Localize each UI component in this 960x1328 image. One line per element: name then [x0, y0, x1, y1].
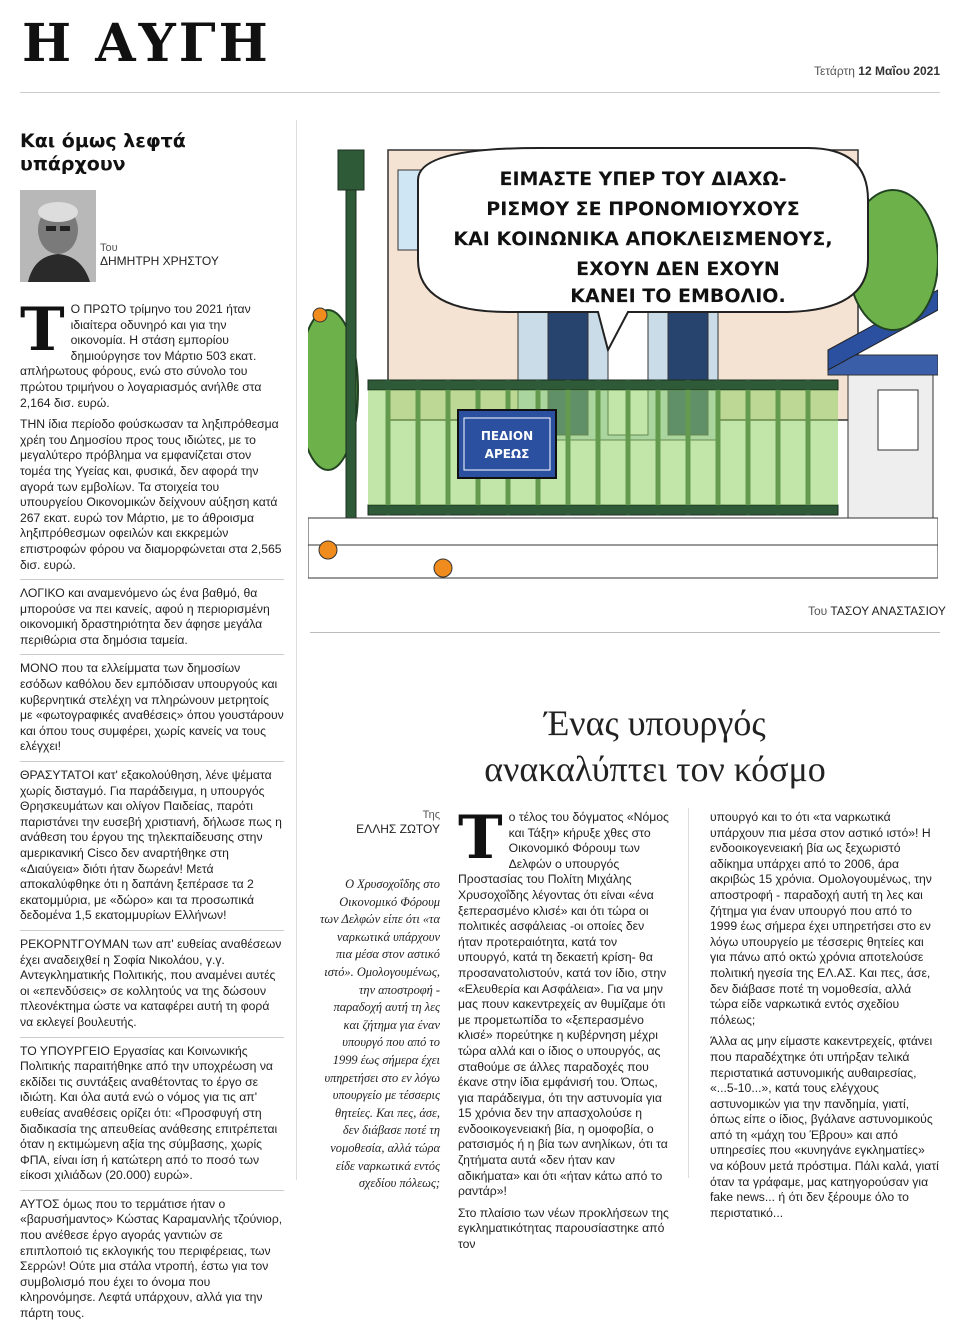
paragraph-divider [20, 1190, 284, 1191]
article-paragraph: Άλλα ας μην είμαστε κακεντρεχείς, φτάνει που παραδέχτηκε ότι υπήρξαν τελικά περιστατικά αστυνομικής αυθαιρεσίας, «...5-10...», κατά τους ελέγχους αστυνομικών για την πανδημία, γιατί, όπως είπε ο ίδιος, βγάλανε αστυνομικούς από τη «μάχη του Έβρου» και από υπηρεσίες που «κυνηγάνε εγκληματίες» να κόβουν μετά πρόστιμα. Πάλι καλά, γιατί όταν τα γράφαμε, μας κατηγορούσαν για fake news... ή ότι δεν ξέρουμε όλο το περιστατικό... [710, 1034, 939, 1220]
headline-line-1: Ένας υπουργός [544, 703, 766, 743]
sign-line-1: ΠΕΔΙΟΝ [480, 429, 534, 443]
date-value: 12 Μαΐου 2021 [858, 64, 940, 78]
column-paragraph: ΤΗΝ ίδια περίοδο φούσκωσαν τα ληξιπρόθεσμα χρέη του Δημοσίου προς τους ιδιώτες, με το μεγαλύτερο πρόβλημα να εμφανίζεται στον τομέα της Υγείας και, φυσικά, δεν αφορά την αγορά των εμβολίων. Τα στοιχεία του υπουργείου Οικονομικών δείχνουν αύξηση κατά 267 εκατ. ευρώ τον Μάρτιο, με το άθροισμα ληξιπρόθεσμων οφειλών και εκκρεμών επιστροφών φόρου να διαμορφώνεται στα 2,565 δισ. ευρώ. [20, 417, 282, 572]
issue-date [814, 64, 940, 78]
article-paragraph: Το τέλος του δόγματος «Νόμος και Τάξη» κήρυξε χθες στο Οικονομικό Φόρουμ των Δελφών ο υπουργός Προστασίας του Πολίτη Μιχάλης Χρυσοχοΐδης λέγοντας ότι είναι «ένα ξεπερασμένο κλισέ» και ότι τώρα οι πολιτικές ασφάλειας -οι οποίες δεν ήταν προτεραιότητα, κατά τον υπουργό, κατά τη δεκαετή κρίση- θα προσανατολιστούν, κατά τον ίδιο, στην «Ελευθερία και Ασφάλεια». Για να μην μας πουν κακεντρεχείς αν θυμίζαμε ότι με προμετωπίδα το «ξεπερασμένο κλισέ» πορεύτηκε η κυβέρνηση μέχρι τώρα αλλά και ο ίδιος ο υπουργός, ας σταθούμε σε άλλες παραδοχές που έκανε στην ίδια εμφάνισή του. Όπως, για παράδειγμα, ότι την αστυνομία για 15 χρόνια δεν την απασχολούσε η ενδοοικογενειακή βία, η ομοφοβία, ο ρατσισμός ή η βία των ανηλίκων, ότι τα ζητήματα αυτά «δεν ήταν καν αδικήματα» και ότι «ήταν κάτω από το ραντάρ»! [458, 803, 669, 1199]
column-paragraph: ΜΟΝΟ που τα ελλείμματα των δημοσίων εσόδων καθόλου δεν εμπόδισαν υπουργούς και κυβερνητικά στελέχη να πληρώνουν μετρητοίς με «φωτογραφικές αναθέσεις» όπου γουστάρουν και όπου τους συμφέρει, χωρίς κανείς να τους ελέγχει! [20, 661, 284, 754]
headline-line-2: ανακαλύπτει τον κόσμο [484, 749, 826, 789]
credit-prefix: Του [808, 604, 828, 618]
speech-line-5: ΚΑΝΕΙ ΤΟ ΕΜΒΟΛΙΟ. [570, 285, 786, 307]
speech-line-2: ΡΙΣΜΟΥ ΣΕ ΠΡΟΝΟΜΙΟΥΧΟΥΣ [486, 198, 800, 220]
byline-prefix: Της [422, 809, 440, 821]
article-column-1 [458, 803, 670, 1259]
article-paragraph: υπουργό και το ότι «τα ναρκωτικά υπάρχουν πια μέσα στον αστικό ιστό»! Η ενδοοικογενειακή βία ως ξεχωριστό αδίκημα υπάρχει από το 2006, άρα ακριβώς 15 χρόνια. Ομολογουμένως, την αποστροφή - παραδοχή αυτή τη λες και ζήτημα για έναν υπουργό που από το 1999 έως σήμερα έχει υπηρετήσει στο εν λόγω υπουργείο με τέσσερις θητείες και για πάνω από οκτώ χρόνια αποτελούσε πολιτική ηγεσία της ΕΛ.ΑΣ. Και πες, άσε, δεν διάβασε ποτέ τη νομοθεσία, αλλά τώρα είδε ναρκωτικά εντός σχεδίου πόλεως; [710, 810, 932, 1027]
section-divider [310, 632, 940, 633]
article-column-2 [710, 810, 940, 1227]
column-paragraph: ΑΥΤΟΣ όμως που το τερμάτισε ήταν ο «βαρυσήμαντος» Κώστας Καραμανλής τζούνιορ, που ανέθεσε έργο αγοράς γαντιών σε επιπλοποιό τις εκλογικής του περιφέρειας, των Σερρών! Ούτε μια στάλα ντροπή, έστω για τον συμβολισμό που έχει το όνομα που κληρονόμησε. Λεφτά υπάρχουν, αλλά για την πάρτη τους. [20, 1196, 283, 1321]
masthead-logo[interactable]: Η ΑΥΓΗ [22, 13, 271, 74]
opinion-column [20, 130, 284, 1328]
cartoon-credit [808, 604, 946, 618]
column-paragraph: Τ Ο ΠΡΩΤΟ τρίμηνο του 2021 ήταν ιδιαίτερα οδυνηρό και για την οικονομία. Η στάση εμπορίου δημιούργησε τον Μάρτιο 503 εκατ. απλήρωτους φόρους, ενώ στο σύνολο του πρώτου τριμήνου ο λογαριασμός ανήλθε στα 2,164 δισ. ευρώ. [20, 295, 262, 410]
speech-line-1: ΕΙΜΑΣΤΕ ΥΠΕΡ ΤΟΥ ΔΙΑΧΩ- [499, 168, 787, 190]
column-paragraph: ΛΟΓΙΚΟ και αναμενόμενο ώς ένα βαθμό, θα μπορούσε να πει κανείς, αφού η περιορισμένη οικονομική δραστηριότητα δεν άφησε μεγάλα περιθώρια στα δημόσια ταμεία. [20, 586, 270, 647]
dropcap: Τ [20, 295, 65, 365]
column-paragraph: ΡΕΚΟΡΝΤΓΟΥΜΑΝ των απ' ευθείας αναθέσεων έχει αναδειχθεί η Σοφία Νικολάου, γ.γ. Αντεγκληματικής Πολιτικής, που αναμένει αυτές οι «επενδύσεις» σε κολλητούς να της δώσουν πλεονέκτημα ώστε να καταφέρει αυτή τη φορά να εκλεγεί βουλευτής. [20, 936, 282, 1029]
speech-line-4: ΕΧΟΥΝ ΔΕΝ ΕΧΟΥΝ [576, 258, 780, 280]
paragraph-divider [20, 1037, 284, 1038]
column-paragraph: ΤΟ ΥΠΟΥΡΓΕΙΟ Εργασίας και Κοινωνικής Πολιτικής παραιτήθηκε από την υποχρέωση να εκδίδει τις συντάξεις αναθέτοντας το έργο σε ιδιώτη. Και όλα αυτά ενώ ο νόμος για τις απ' ευθείας αναθέσεις ορίζει ότι: «Προσφυγή στη διαδικασία της απευθείας ανάθεσης επιτρέπεται όταν η εκτιμώμενη αξία της σύμβασης, χωρίς ΦΠΑ, είναι ίση ή κατώτερη από το ποσό των είκοσι χιλιάδων (20.000) ευρώ». [20, 1043, 278, 1183]
speech-line-3: ΚΑΙ ΚΟΙΝΩΝΙΚΑ ΑΠΟΚΛΕΙΣΜΕΝΟΥΣ, [453, 228, 833, 250]
article-paragraph: Στο πλαίσιο των νέων προκλήσεων της εγκληματικότητας παρουσίαστηκε από τον [458, 1205, 669, 1252]
article-headline [420, 700, 890, 792]
paragraph-divider [20, 654, 284, 655]
byline-name: ΔΗΜΗΤΡΗ ΧΡΗΣΤΟΥ [100, 254, 219, 268]
author-box [20, 190, 284, 290]
credit-name: ΤΑΣΟΥ ΑΝΑΣΤΑΣΙΟΥ [830, 604, 946, 618]
column-divider [688, 808, 689, 1178]
column-divider [296, 120, 297, 1180]
byline-name: ΕΛΛΗΣ ΖΩΤΟΥ [356, 822, 440, 836]
column-title: Και όμως λεφτά υπάρχουν [20, 130, 186, 175]
sign-line-2: ΑΡΕΩΣ [484, 447, 530, 461]
author-photo [20, 190, 96, 282]
paragraph-divider [20, 930, 284, 931]
article-byline [320, 808, 440, 836]
column-body [20, 295, 284, 1322]
byline-prefix: Του [100, 242, 118, 254]
header-divider [20, 92, 940, 93]
paragraph-divider [20, 761, 284, 762]
pull-quote: Ο Χρυσοχοΐδης στο Οικονομικό Φόρουμ των Δελφών είπε ότι «τα ναρκωτικά υπάρχουν πια μέσα στον αστικό ιστό». Ομολογουμένως, την αποστροφή - παραδοχή αυτή τη λες και ζήτημα για έναν υπουργό που από το 1999 έως σήμερα έχει υπηρετήσει στο εν λόγω υπουργείο με τέσσερις θητείες. Και πες, άσε, δεν διάβασε ποτέ τη νομοθεσία, αλλά τώρα είδε ναρκωτικά εντός σχεδίου πόλεως; [320, 877, 440, 1191]
column-paragraph: ΘΡΑΣΥΤΑΤΟΙ κατ' εξακολούθηση, λένε ψέματα χωρίς δισταγμό. Για παράδειγμα, η υπουργός Θρησκευμάτων και ολίγον Παιδείας, παρότι παριστάνει την ευσεβή χριστιανή, δήλωσε πως η ανάθεση του έργου της τηλεκπαίδευσης στην αμερικανική Cisco δεν αναρτήθηκε στη «Διαύγεια» διότι ήταν δωρεάν! Μετά αποκαλύφθηκε ότι η δαπάνη ξεπέρασε τα 2 εκατομμύρια, με «δώρο» και τα προσωπικά δεδομένα 1,5 εκατομμυρίων Ελλήνων! [20, 768, 282, 923]
paragraph-divider [20, 579, 284, 580]
political-cartoon [308, 140, 938, 595]
date-weekday: Τετάρτη [813, 64, 855, 78]
dropcap: Τ [458, 803, 503, 873]
column-byline [100, 242, 219, 268]
